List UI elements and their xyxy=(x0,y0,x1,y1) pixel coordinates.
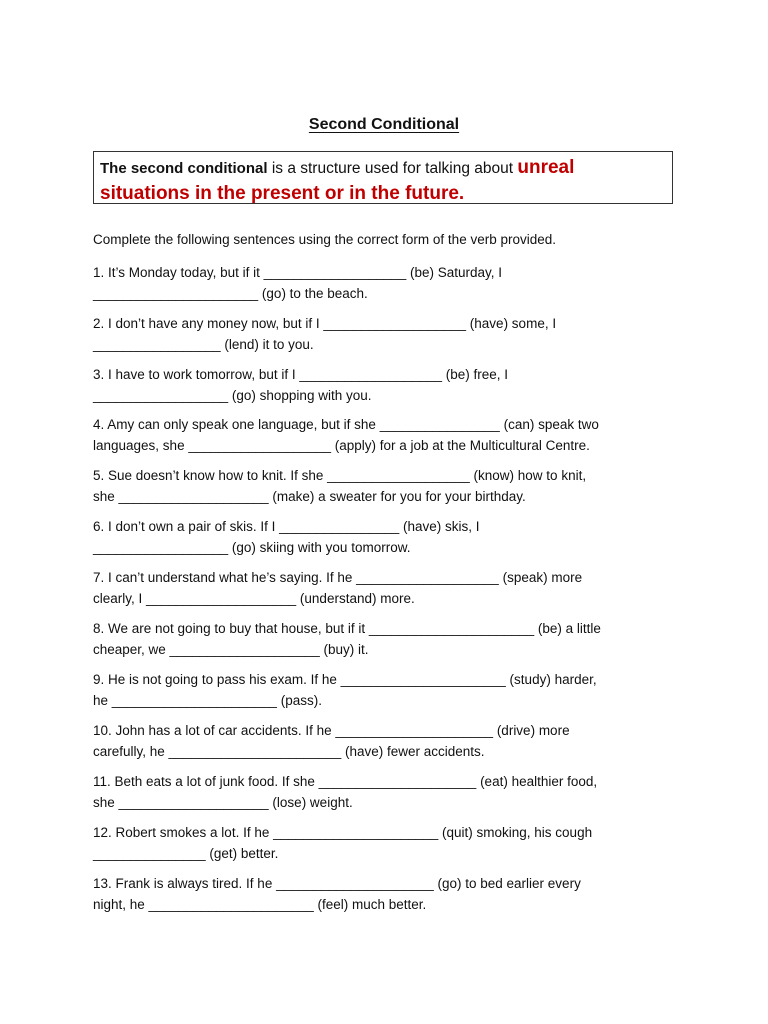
exercise-item-1 xyxy=(93,262,683,304)
exercise-line: languages, she ___________________ (apply) for a job at the Multicultural Centre. xyxy=(93,438,590,453)
exercise-line: cheaper, we ____________________ (buy) it. xyxy=(93,642,369,657)
exercise-item-7 xyxy=(93,567,683,609)
exercise-item-10 xyxy=(93,720,683,762)
exercise-item-6 xyxy=(93,516,683,558)
exercise-line: 9. He is not going to pass his exam. If he ______________________ (study) harder, xyxy=(93,672,597,687)
exercise-line: 13. Frank is always tired. If he _____________________ (go) to bed earlier every xyxy=(93,876,581,891)
exercise-item-3 xyxy=(93,364,683,406)
exercise-item-4 xyxy=(93,414,683,456)
exercise-item-12 xyxy=(93,822,683,864)
exercise-line: __________________ (go) skiing with you tomorrow. xyxy=(93,540,411,555)
exercise-line: clearly, I ____________________ (understand) more. xyxy=(93,591,415,606)
exercise-line: he ______________________ (pass). xyxy=(93,693,322,708)
exercise-line: 12. Robert smokes a lot. If he ______________________ (quit) smoking, his cough xyxy=(93,825,593,840)
exercise-line: _______________ (get) better. xyxy=(93,846,279,861)
exercise-item-5 xyxy=(93,465,683,507)
exercise-item-8 xyxy=(93,618,683,660)
exercise-line: _________________ (lend) it to you. xyxy=(93,337,314,352)
exercise-line: __________________ (go) shopping with you. xyxy=(93,388,372,403)
exercise-line: 11. Beth eats a lot of junk food. If she _____________________ (eat) healthier food, xyxy=(93,774,598,789)
exercise-item-11 xyxy=(93,771,683,813)
page-title: Second Conditional xyxy=(308,116,460,133)
exercise-line: 5. Sue doesn’t know how to knit. If she ___________________ (know) how to knit, xyxy=(93,468,587,483)
definition-text: is a structure used for talking about xyxy=(267,160,518,177)
exercise-line: 10. John has a lot of car accidents. If he _____________________ (drive) more xyxy=(93,723,570,738)
exercise-line: 3. I have to work tomorrow, but if I ___________________ (be) free, I xyxy=(93,367,509,382)
exercise-line: night, he ______________________ (feel) much better. xyxy=(93,897,427,912)
exercise-line: 6. I don’t own a pair of skis. If I ________________ (have) skis, I xyxy=(93,519,480,534)
definition-term: The second conditional xyxy=(100,160,268,177)
exercise-line: 4. Amy can only speak one language, but if she ________________ (can) speak two xyxy=(93,417,599,432)
exercise-item-9 xyxy=(93,669,683,711)
exercise-line: she ____________________ (lose) weight. xyxy=(93,795,353,810)
exercise-line: 7. I can’t understand what he’s saying. If he ___________________ (speak) more xyxy=(93,570,583,585)
exercise-line: 8. We are not going to buy that house, but if it ______________________ (be) a little xyxy=(93,621,601,636)
exercise-line: 2. I don’t have any money now, but if I ___________________ (have) some, I xyxy=(93,316,557,331)
definition-highlight-2: situations in the present or in the future. xyxy=(100,183,465,204)
exercise-item-13 xyxy=(93,873,683,915)
exercise-line: 1. It’s Monday today, but if it ___________________ (be) Saturday, I xyxy=(93,265,503,280)
instructions: Complete the following sentences using the correct form of the verb provided. xyxy=(93,232,556,247)
exercise-line: carefully, he _______________________ (have) fewer accidents. xyxy=(93,744,485,759)
exercise-line: ______________________ (go) to the beach. xyxy=(93,286,368,301)
exercise-line: she ____________________ (make) a sweater for you for your birthday. xyxy=(93,489,526,504)
definition-box xyxy=(93,151,673,204)
exercise-item-2 xyxy=(93,313,683,355)
definition-highlight-1: unreal xyxy=(517,157,575,178)
